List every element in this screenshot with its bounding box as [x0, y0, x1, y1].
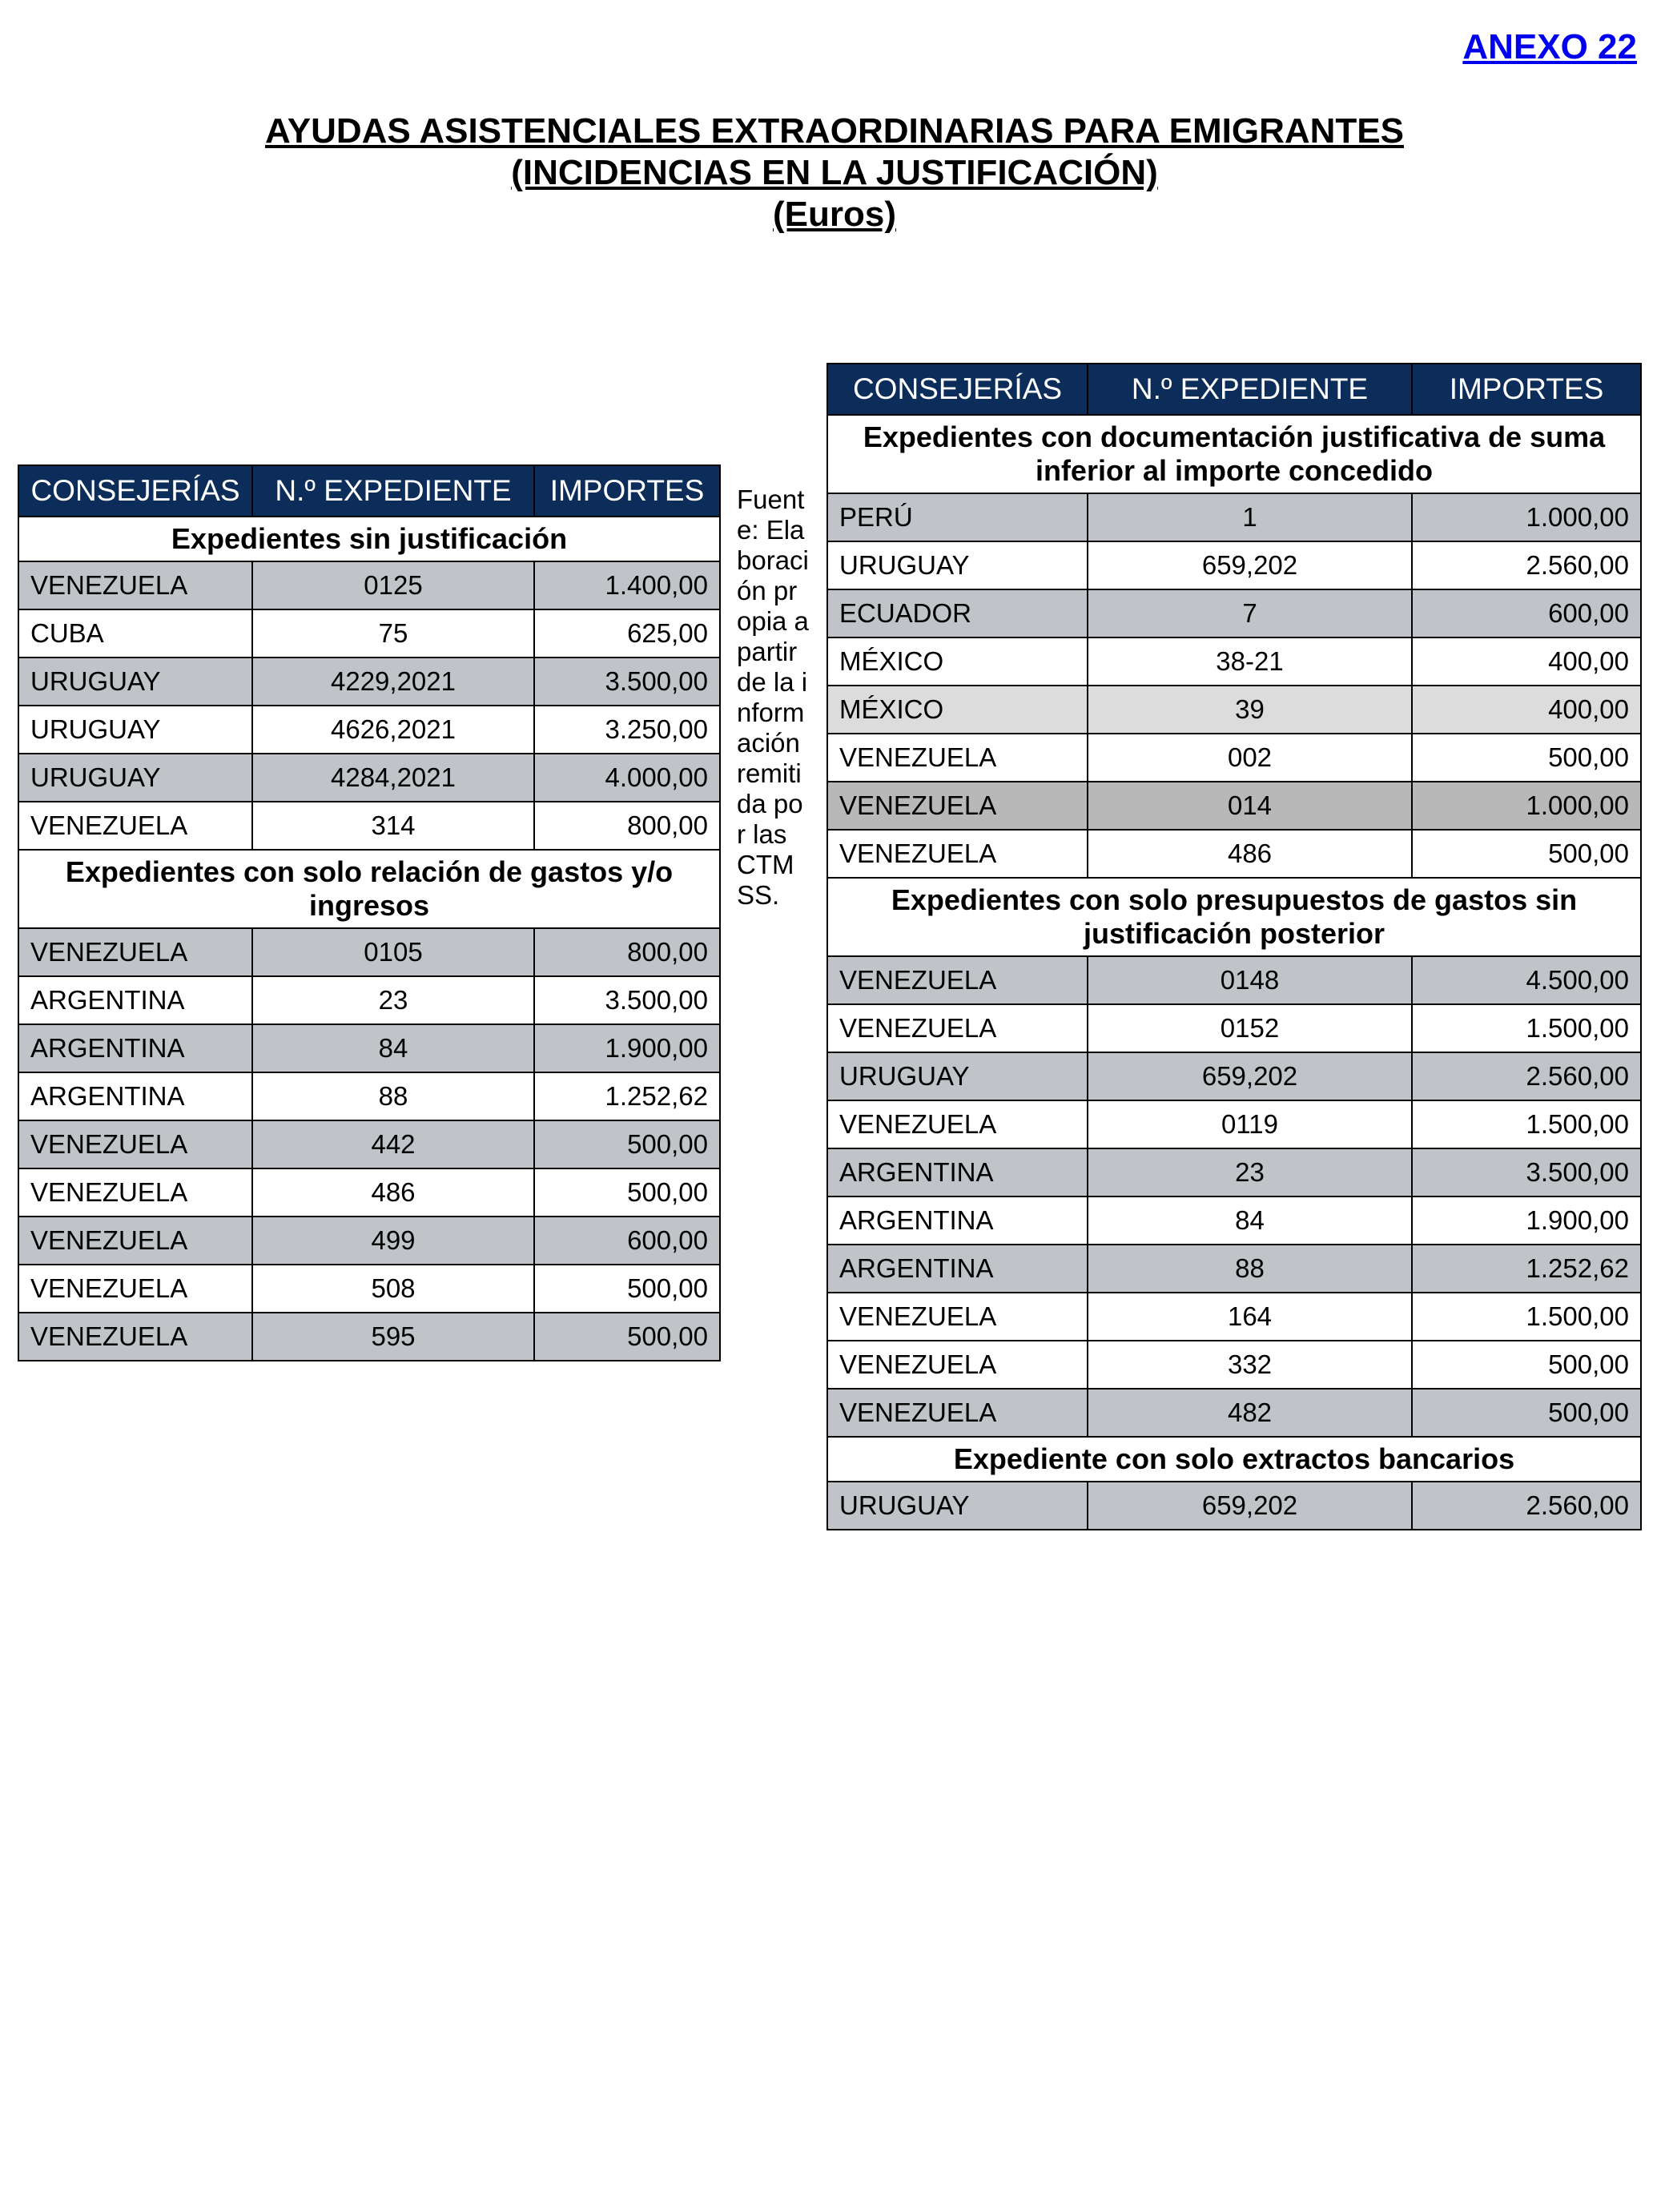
- importe-cell: 500,00: [1412, 830, 1641, 878]
- table-row: [18, 1217, 720, 1265]
- table-row: [18, 658, 720, 706]
- consejeria-cell: VENEZUELA: [18, 1313, 252, 1361]
- consejeria-cell: MÉXICO: [827, 686, 1088, 734]
- expediente-cell: 4284,2021: [252, 754, 534, 802]
- table-row: [18, 754, 720, 802]
- expediente-cell: 88: [1088, 1245, 1412, 1293]
- section-header-row: [827, 878, 1641, 956]
- consejeria-cell: VENEZUELA: [18, 1120, 252, 1168]
- table-row: [18, 976, 720, 1024]
- consejeria-cell: ARGENTINA: [827, 1245, 1088, 1293]
- consejeria-cell: VENEZUELA: [827, 1100, 1088, 1148]
- table-header-row: [827, 364, 1641, 415]
- expediente-cell: 84: [1088, 1196, 1412, 1245]
- importe-cell: 1.900,00: [534, 1024, 720, 1072]
- table-row: [18, 1072, 720, 1120]
- consejeria-cell: VENEZUELA: [18, 802, 252, 850]
- expediente-cell: 84: [252, 1024, 534, 1072]
- section-header-row: [827, 415, 1641, 493]
- importe-cell: 400,00: [1412, 686, 1641, 734]
- importe-cell: 3.500,00: [534, 976, 720, 1024]
- importe-cell: 3.500,00: [534, 658, 720, 706]
- expediente-cell: 442: [252, 1120, 534, 1168]
- importe-cell: 3.250,00: [534, 706, 720, 754]
- table-row: [827, 1148, 1641, 1196]
- table-row: [827, 734, 1641, 782]
- table-row: [827, 686, 1641, 734]
- section-title: Expediente con solo extractos bancarios: [827, 1437, 1641, 1482]
- expediente-cell: 659,202: [1088, 541, 1412, 589]
- table-row: [18, 1120, 720, 1168]
- importe-cell: 2.560,00: [1412, 1052, 1641, 1100]
- expediente-cell: 75: [252, 609, 534, 658]
- importe-cell: 3.500,00: [1412, 1148, 1641, 1196]
- consejeria-cell: VENEZUELA: [18, 1265, 252, 1313]
- section-header-row: [18, 850, 720, 928]
- consejeria-cell: VENEZUELA: [18, 928, 252, 976]
- consejeria-cell: ARGENTINA: [18, 1072, 252, 1120]
- table-row: [827, 1389, 1641, 1437]
- importe-cell: 1.500,00: [1412, 1004, 1641, 1052]
- column-header-consejerias: CONSEJERÍAS: [18, 465, 252, 517]
- title-line-3: (Euros): [773, 195, 896, 234]
- consejeria-cell: VENEZUELA: [827, 956, 1088, 1004]
- table-row: [827, 1482, 1641, 1530]
- table-row: [18, 609, 720, 658]
- importe-cell: 2.560,00: [1412, 1482, 1641, 1530]
- title-line-1: AYUDAS ASISTENCIALES EXTRAORDINARIAS PARA EMIGRANTES: [265, 111, 1404, 151]
- importe-cell: 2.560,00: [1412, 541, 1641, 589]
- consejeria-cell: URUGUAY: [827, 1052, 1088, 1100]
- importe-cell: 500,00: [534, 1313, 720, 1361]
- consejeria-cell: ECUADOR: [827, 589, 1088, 637]
- consejeria-cell: MÉXICO: [827, 637, 1088, 686]
- expediente-cell: 486: [1088, 830, 1412, 878]
- table-row: [18, 802, 720, 850]
- importe-cell: 500,00: [1412, 734, 1641, 782]
- importe-cell: 500,00: [534, 1265, 720, 1313]
- expediente-cell: 0105: [252, 928, 534, 976]
- table-row: [827, 1245, 1641, 1293]
- table-row: [827, 1341, 1641, 1389]
- expediente-cell: 39: [1088, 686, 1412, 734]
- section-title: Expedientes con solo relación de gastos y/o ingresos: [18, 850, 720, 928]
- page-title: [0, 111, 1669, 235]
- table-row: [827, 637, 1641, 686]
- table-row: [827, 541, 1641, 589]
- table-row: [827, 1100, 1641, 1148]
- importe-cell: 600,00: [534, 1217, 720, 1265]
- expediente-cell: 482: [1088, 1389, 1412, 1437]
- importe-cell: 600,00: [1412, 589, 1641, 637]
- importe-cell: 1.400,00: [534, 561, 720, 609]
- table-header-row: [18, 465, 720, 517]
- table-row: [827, 782, 1641, 830]
- left-table-body: [18, 517, 720, 1361]
- expediente-cell: 7: [1088, 589, 1412, 637]
- column-header-expediente: N.º EXPEDIENTE: [1088, 364, 1412, 415]
- section-title: Expedientes con solo presupuestos de gastos sin justificación posterior: [827, 878, 1641, 956]
- annex-label[interactable]: ANEXO 22: [1462, 27, 1637, 66]
- consejeria-cell: CUBA: [18, 609, 252, 658]
- expediente-cell: 002: [1088, 734, 1412, 782]
- consejeria-cell: VENEZUELA: [827, 830, 1088, 878]
- expediente-cell: 0148: [1088, 956, 1412, 1004]
- expediente-cell: 332: [1088, 1341, 1412, 1389]
- table-row: [18, 1168, 720, 1217]
- consejeria-cell: VENEZUELA: [827, 782, 1088, 830]
- importe-cell: 4.000,00: [534, 754, 720, 802]
- expediente-cell: 0152: [1088, 1004, 1412, 1052]
- consejeria-cell: URUGUAY: [18, 706, 252, 754]
- expediente-cell: 659,202: [1088, 1052, 1412, 1100]
- source-note: Fuente: Elaboración propia a partir de la información remitida por las CTMSS.: [737, 485, 809, 910]
- column-header-importes: IMPORTES: [534, 465, 720, 517]
- expediente-cell: 0119: [1088, 1100, 1412, 1148]
- table-row: [18, 1024, 720, 1072]
- right-table: [826, 363, 1642, 1530]
- importe-cell: 1.500,00: [1412, 1293, 1641, 1341]
- consejeria-cell: PERÚ: [827, 493, 1088, 541]
- expediente-cell: 014: [1088, 782, 1412, 830]
- column-header-expediente: N.º EXPEDIENTE: [252, 465, 534, 517]
- importe-cell: 625,00: [534, 609, 720, 658]
- expediente-cell: 4626,2021: [252, 706, 534, 754]
- consejeria-cell: VENEZUELA: [18, 1217, 252, 1265]
- table-row: [827, 1052, 1641, 1100]
- importe-cell: 1.000,00: [1412, 493, 1641, 541]
- consejeria-cell: VENEZUELA: [18, 1168, 252, 1217]
- section-header-row: [827, 1437, 1641, 1482]
- expediente-cell: 659,202: [1088, 1482, 1412, 1530]
- importe-cell: 1.900,00: [1412, 1196, 1641, 1245]
- table-row: [827, 830, 1641, 878]
- importe-cell: 1.252,62: [1412, 1245, 1641, 1293]
- importe-cell: 500,00: [534, 1168, 720, 1217]
- expediente-cell: 4229,2021: [252, 658, 534, 706]
- table-row: [827, 1004, 1641, 1052]
- expediente-cell: 486: [252, 1168, 534, 1217]
- expediente-cell: 88: [252, 1072, 534, 1120]
- section-title: Expedientes sin justificación: [18, 517, 720, 561]
- consejeria-cell: VENEZUELA: [827, 1004, 1088, 1052]
- table-row: [827, 493, 1641, 541]
- expediente-cell: 1: [1088, 493, 1412, 541]
- section-header-row: [18, 517, 720, 561]
- table-row: [18, 1313, 720, 1361]
- column-header-importes: IMPORTES: [1412, 364, 1641, 415]
- consejeria-cell: VENEZUELA: [827, 734, 1088, 782]
- importe-cell: 800,00: [534, 802, 720, 850]
- importe-cell: 1.500,00: [1412, 1100, 1641, 1148]
- consejeria-cell: VENEZUELA: [827, 1389, 1088, 1437]
- title-line-2: (INCIDENCIAS EN LA JUSTIFICACIÓN): [511, 153, 1158, 192]
- column-header-consejerias: CONSEJERÍAS: [827, 364, 1088, 415]
- consejeria-cell: URUGUAY: [18, 754, 252, 802]
- importe-cell: 1.252,62: [534, 1072, 720, 1120]
- table-row: [18, 1265, 720, 1313]
- importe-cell: 500,00: [1412, 1389, 1641, 1437]
- consejeria-cell: ARGENTINA: [827, 1148, 1088, 1196]
- expediente-cell: 23: [252, 976, 534, 1024]
- table-row: [827, 1293, 1641, 1341]
- consejeria-cell: URUGUAY: [827, 1482, 1088, 1530]
- importe-cell: 800,00: [534, 928, 720, 976]
- consejeria-cell: VENEZUELA: [827, 1293, 1088, 1341]
- consejeria-cell: ARGENTINA: [18, 1024, 252, 1072]
- table-row: [18, 561, 720, 609]
- table-row: [827, 956, 1641, 1004]
- consejeria-cell: VENEZUELA: [827, 1341, 1088, 1389]
- consejeria-cell: VENEZUELA: [18, 561, 252, 609]
- consejeria-cell: URUGUAY: [18, 658, 252, 706]
- importe-cell: 4.500,00: [1412, 956, 1641, 1004]
- expediente-cell: 499: [252, 1217, 534, 1265]
- expediente-cell: 314: [252, 802, 534, 850]
- expediente-cell: 0125: [252, 561, 534, 609]
- expediente-cell: 164: [1088, 1293, 1412, 1341]
- left-table: [18, 465, 721, 1361]
- importe-cell: 500,00: [1412, 1341, 1641, 1389]
- importe-cell: 1.000,00: [1412, 782, 1641, 830]
- right-table-body: [827, 415, 1641, 1530]
- consejeria-cell: URUGUAY: [827, 541, 1088, 589]
- consejeria-cell: ARGENTINA: [827, 1196, 1088, 1245]
- expediente-cell: 508: [252, 1265, 534, 1313]
- section-title: Expedientes con documentación justificativa de suma inferior al importe concedido: [827, 415, 1641, 493]
- expediente-cell: 38-21: [1088, 637, 1412, 686]
- table-row: [827, 1196, 1641, 1245]
- expediente-cell: 23: [1088, 1148, 1412, 1196]
- importe-cell: 500,00: [534, 1120, 720, 1168]
- table-row: [827, 589, 1641, 637]
- table-row: [18, 706, 720, 754]
- table-row: [18, 928, 720, 976]
- importe-cell: 400,00: [1412, 637, 1641, 686]
- expediente-cell: 595: [252, 1313, 534, 1361]
- consejeria-cell: ARGENTINA: [18, 976, 252, 1024]
